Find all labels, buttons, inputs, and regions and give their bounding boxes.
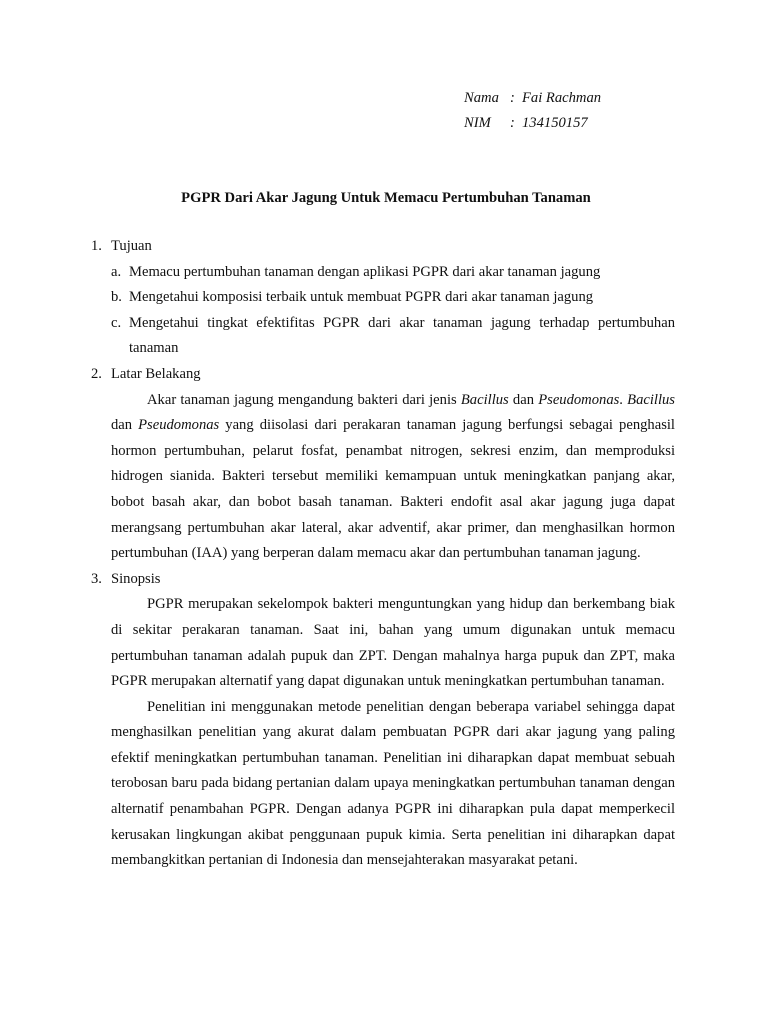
section-title: Tujuan xyxy=(111,238,152,254)
nim-label: NIM xyxy=(464,115,491,131)
section-tujuan xyxy=(91,234,675,362)
document-title: PGPR Dari Akar Jagung Untuk Memacu Pertumbuhan Tanaman xyxy=(181,190,591,206)
paragraph-text: dan xyxy=(508,391,539,408)
italic-term: Bacillus xyxy=(627,391,675,408)
student-identity xyxy=(464,86,601,136)
section-heading xyxy=(91,234,675,260)
italic-term: Pseudomonas xyxy=(138,417,220,434)
list-item-letter: c. xyxy=(111,314,122,331)
section-heading xyxy=(91,362,675,388)
list-item-text: Mengetahui komposisi terbaik untuk membuat PGPR dari akar tanaman jagung xyxy=(129,289,594,306)
paragraph: Penelitian ini menggunakan metode penelitian dengan beberapa variabel sehingga dapat menghasilkan penelitian yang akurat dalam pembuatan PGPR dari akar jagung yang paling efektif meningkatkan pertumbuhan tanaman. Penelitian ini diharapkan dapat membuat sebuah terobosan baru pada bidang pertanian dalam upaya meningkatkan pertumbuhan tanaman dengan alternatif penambahan PGPR. Dengan adanya PGPR ini diharapkan pula dapat memperkecil kerusakan lingkungan akibat penggunaan pupuk kimia. Serta penelitian ini diharapkan dapat membangkitkan pertanian di Indonesia dan mensejahterakan masyarakat petani. xyxy=(111,698,675,869)
nim-value: 134150157 xyxy=(522,115,588,131)
italic-term: Bacillus xyxy=(460,391,509,408)
paragraph-text: . xyxy=(619,391,628,408)
list-item-letter: a. xyxy=(111,263,122,280)
list-item xyxy=(91,311,675,362)
paragraph-text: yang diisolasi dari perakaran tanaman jagung berfungsi sebagai penghasil hormon pertumbuhan, pelarut fosfat, penambat nitrogen, sekresi enzim, dan memproduksi hidrogen sianida. Bakteri tersebut memiliki kemampuan untuk meningkatkan panjang akar, bobot basah akar, dan bobot basah tanaman. Bakteri endofit asal akar jagung juga dapat merangsang pertumbuhan akar lateral, akar adventif, akar primer, dan menghasilkan hormon pertumbuhan (IAA) yang berperan dalam memacu akar dan pertumbuhan tanaman jagung. xyxy=(111,417,675,562)
section-title: Latar Belakang xyxy=(111,365,201,382)
nim-separator: : xyxy=(510,115,515,131)
nim-row xyxy=(464,111,601,136)
section-number: 3. xyxy=(91,570,102,587)
list-item xyxy=(91,285,675,311)
section-title: Sinopsis xyxy=(111,570,161,587)
list-item xyxy=(91,260,675,286)
list-item-text: Mengetahui tingkat efektifitas PGPR dari akar tanaman jagung terhadap pertumbuhan tanaman xyxy=(129,314,675,357)
section-sinopsis xyxy=(91,567,675,874)
paragraph-text: Akar tanaman jagung mengandung bakteri dari jenis xyxy=(147,391,461,408)
list-item-letter: b. xyxy=(111,289,122,306)
paragraph: PGPR merupakan sekelompok bakteri menguntungkan yang hidup dan berkembang biak di sekitar perakaran tanaman. Saat ini, bahan yang umum digunakan untuk memacu pertumbuhan tanaman adalah pupuk dan ZPT. Dengan mahalnya harga pupuk dan ZPT, maka PGPR merupakan alternatif yang dapat digunakan untuk meningkatkan pertumbuhan tanaman. xyxy=(111,596,675,690)
name-row xyxy=(464,86,601,111)
name-label: Nama xyxy=(464,90,499,106)
italic-term: Pseudomonas xyxy=(538,391,620,408)
document-body xyxy=(91,234,675,874)
name-separator: : xyxy=(510,90,515,106)
section-heading xyxy=(91,567,675,593)
section-latar-belakang xyxy=(91,362,675,567)
paragraph xyxy=(91,388,675,567)
section-number: 2. xyxy=(91,365,102,382)
list-item-text: Memacu pertumbuhan tanaman dengan aplikasi PGPR dari akar tanaman jagung xyxy=(129,263,601,280)
paragraph-text: dan xyxy=(111,417,139,434)
section-number: 1. xyxy=(91,238,102,254)
name-value: Fai Rachman xyxy=(522,90,602,106)
